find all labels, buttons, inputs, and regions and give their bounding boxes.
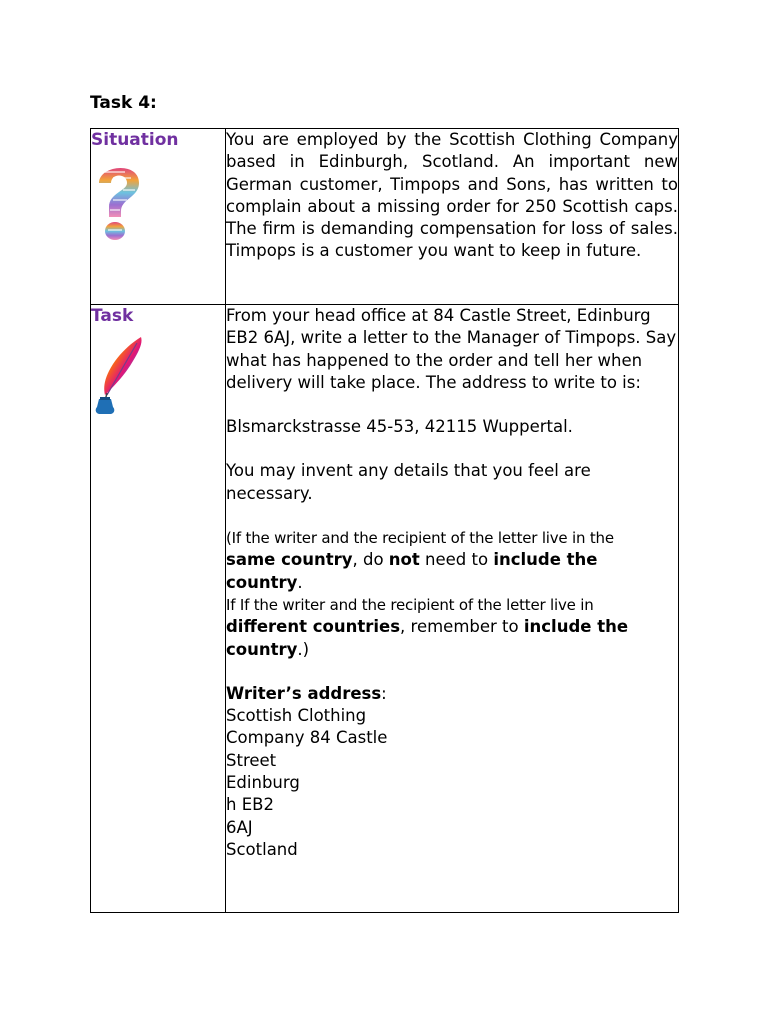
note2-text-2: .) (297, 639, 310, 659)
writer-address-line: Street (226, 750, 277, 770)
note2-text-1: , remember to (400, 617, 524, 637)
situation-label-cell (91, 129, 226, 305)
situation-label: Situation (91, 130, 179, 150)
writer-address-line: Scottish Clothing (226, 706, 367, 726)
invent-details-text: You may invent any details that you feel are necessary. (226, 461, 591, 503)
note1-intro: (If the writer and the recipient of the letter live in the (226, 529, 614, 548)
task-table (90, 128, 679, 913)
note2-bold-different-countries: different countries (226, 617, 401, 637)
note1-text-3: . (297, 572, 303, 592)
note2-bold-include-country: include the country (226, 617, 629, 659)
writer-address-line: Scotland (226, 839, 298, 859)
writer-address-label: Writer’s address (226, 683, 382, 703)
note1-bold-not: not (388, 550, 420, 570)
task-instructions: From your head office at 84 Castle Street, Edinburg EB2 6AJ, write a letter to the Manager of Timpops. Say what has happened to the order and tell her when delivery will take place. The address to write to is: (226, 306, 677, 392)
writer-address-heading (226, 683, 678, 705)
writer-address-line: Company 84 Castle (226, 728, 388, 748)
different-countries-note (226, 594, 678, 661)
task-label: Task (91, 306, 134, 326)
note1-text-1: , do (352, 550, 389, 570)
writer-address-block (226, 705, 678, 861)
quill-pen-icon (91, 335, 225, 421)
situation-text: You are employed by the Scottish Clothing Company based in Edinburgh, Scotland. An important new German customer, Timpops and Sons, has written to complain about a missing order for 250 Scottish caps. The firm is demanding compensation for loss of sales. Timpops is a customer you want to keep in future. (226, 130, 678, 261)
task-row (91, 305, 679, 913)
task-heading: Task 4: (90, 93, 157, 113)
note1-bold-same-country: same country (226, 550, 353, 570)
note2-intro: If If the writer and the recipient of the letter live in (226, 595, 594, 614)
task-label-cell (91, 305, 226, 913)
task-content-cell (226, 305, 679, 913)
recipient-address: Blsmarckstrasse 45-53, 42115 Wuppertal. (226, 417, 573, 437)
note1-bold-include-country: include the country (226, 550, 598, 592)
writer-address-line: h EB2 (226, 795, 274, 815)
writer-address-line: 6AJ (226, 817, 253, 837)
writer-address-line: Edinburg (226, 773, 300, 793)
situation-row (91, 129, 679, 305)
situation-content-cell (226, 129, 679, 305)
same-country-note (226, 527, 678, 594)
question-mark-word-cloud-icon (91, 159, 225, 247)
writer-address-colon: : (381, 683, 387, 703)
note1-text-2: need to (419, 550, 494, 570)
